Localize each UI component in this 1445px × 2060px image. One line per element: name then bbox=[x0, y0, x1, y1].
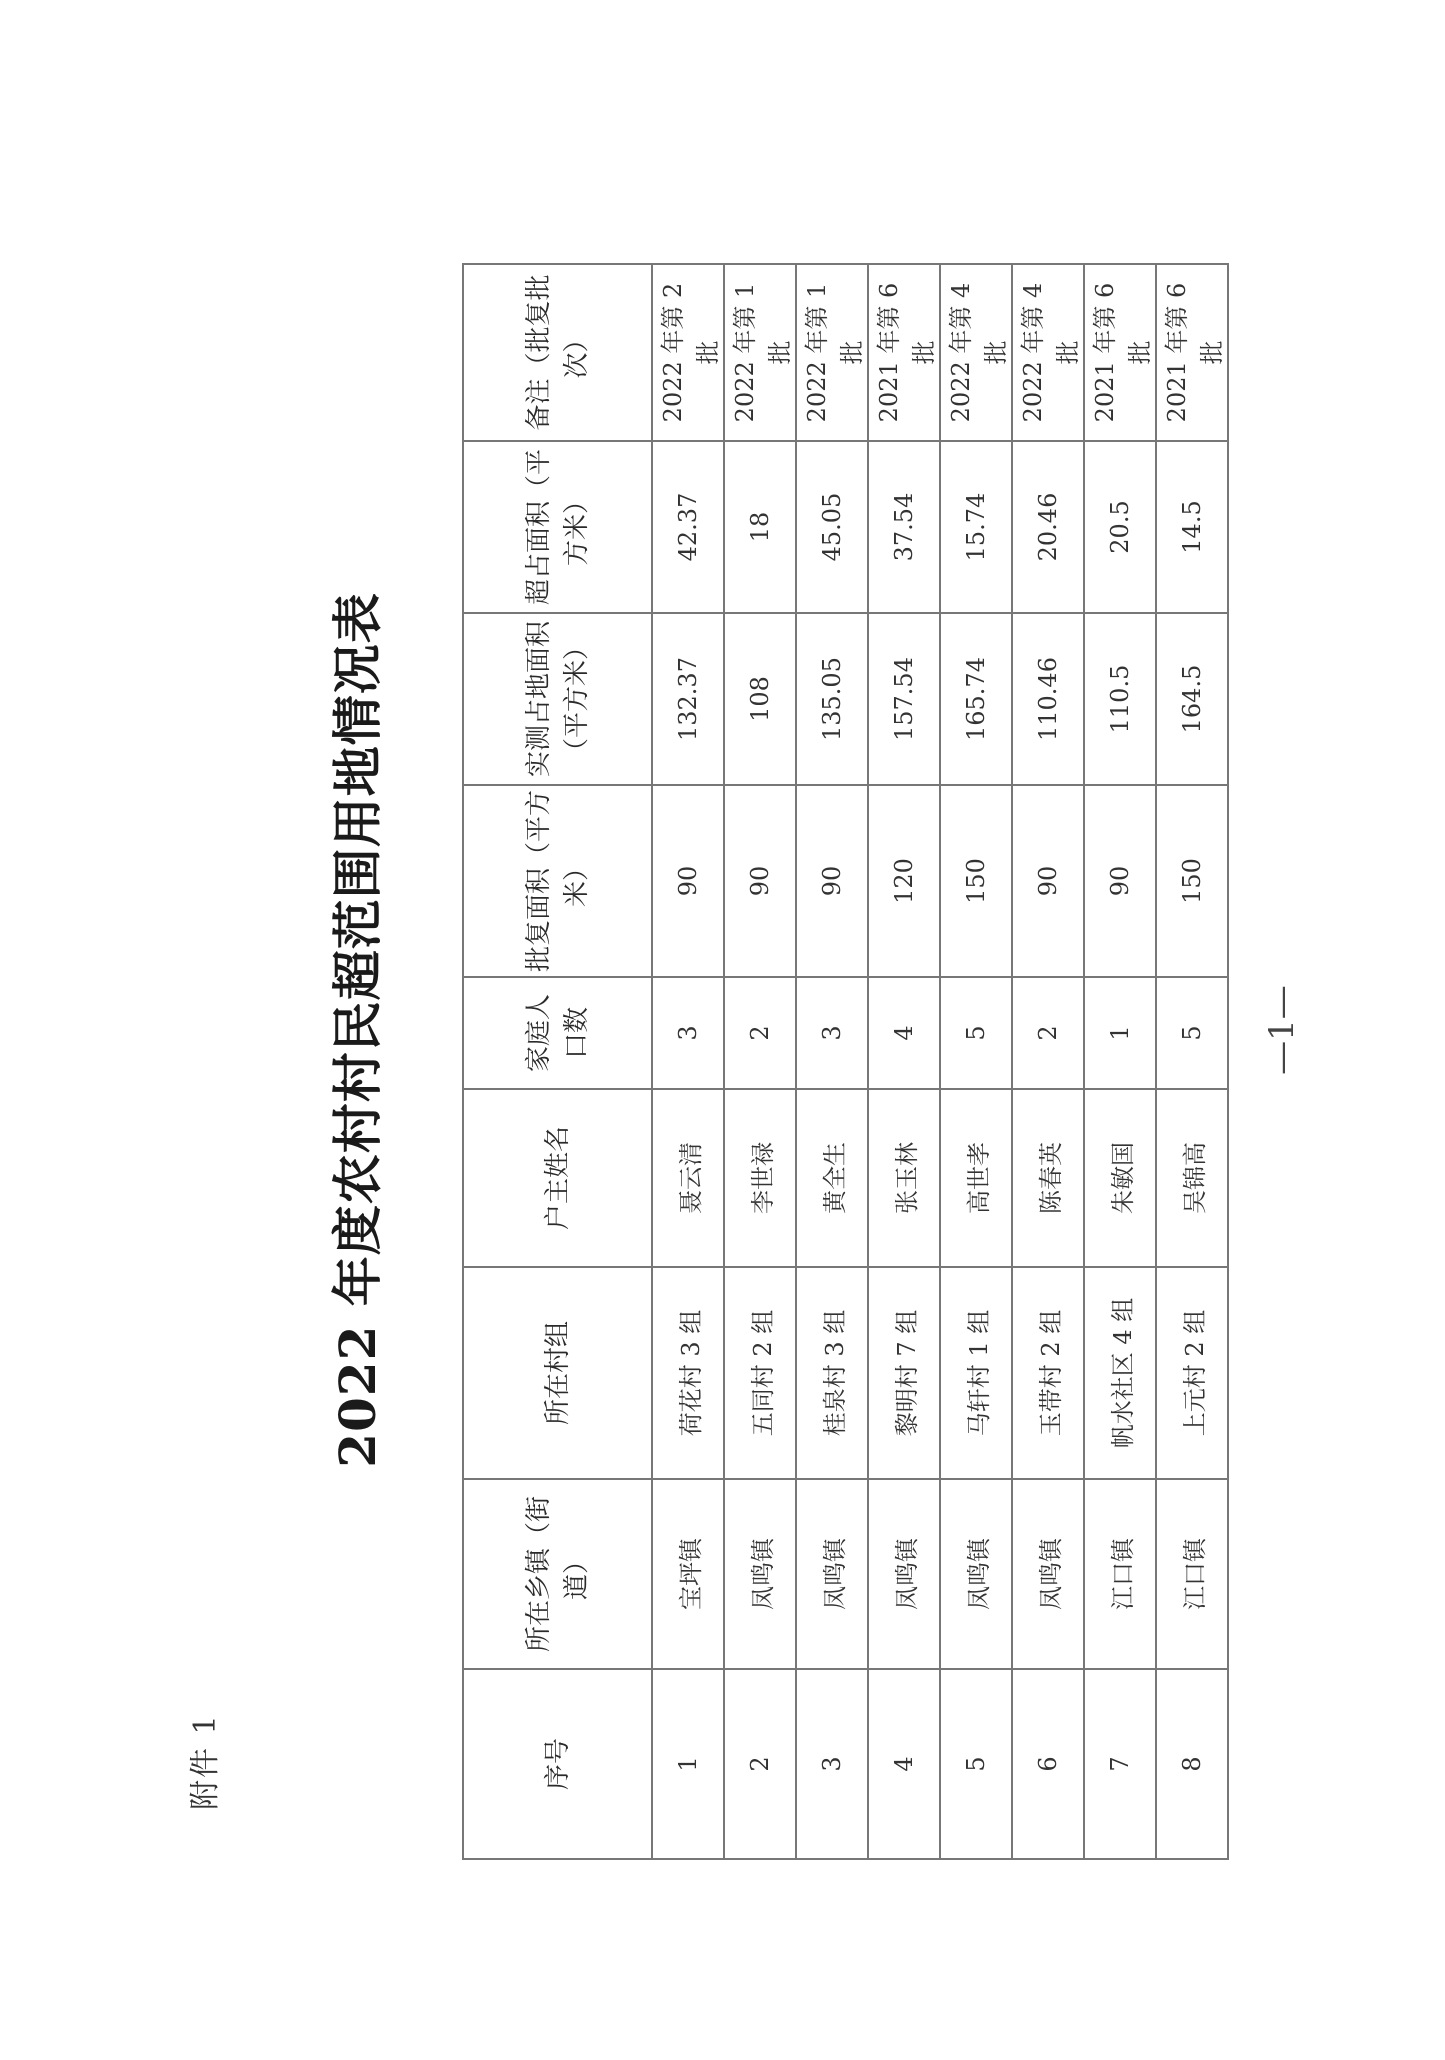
table-cell: 150 bbox=[1156, 785, 1228, 977]
table-row bbox=[940, 264, 1012, 1859]
table-cell: 陈春英 bbox=[1012, 1089, 1084, 1267]
table-cell: 桂泉村 3 组 bbox=[796, 1267, 868, 1479]
table-row bbox=[1012, 264, 1084, 1859]
table-cell: 2 bbox=[1012, 977, 1084, 1089]
table-cell: 5 bbox=[940, 1669, 1012, 1859]
table-cell: 宝坪镇 bbox=[652, 1479, 724, 1669]
land-use-table bbox=[462, 263, 1229, 1860]
table-row bbox=[724, 264, 796, 1859]
table-cell: 2 bbox=[724, 1669, 796, 1859]
header-cell: 家庭人口数 bbox=[463, 977, 652, 1089]
table-cell: 8 bbox=[1156, 1669, 1228, 1859]
table-row bbox=[796, 264, 868, 1859]
table-cell: 聂云清 bbox=[652, 1089, 724, 1267]
table-cell: 2022 年第 1 批 bbox=[796, 264, 868, 441]
header-cell: 批复面积（平方米） bbox=[463, 785, 652, 977]
header-cell: 实测占地面积（平方米） bbox=[463, 613, 652, 785]
table-cell: 90 bbox=[796, 785, 868, 977]
table-cell: 108 bbox=[724, 613, 796, 785]
table-row bbox=[1156, 264, 1228, 1859]
table-cell: 帆水社区 4 组 bbox=[1084, 1267, 1156, 1479]
header-cell: 备注（批复批次） bbox=[463, 264, 652, 441]
table-cell: 马轩村 1 组 bbox=[940, 1267, 1012, 1479]
table-cell: 7 bbox=[1084, 1669, 1156, 1859]
table-cell: 2021 年第 6 批 bbox=[868, 264, 940, 441]
table-cell: 2022 年第 1 批 bbox=[724, 264, 796, 441]
table-cell: 张玉林 bbox=[868, 1089, 940, 1267]
table-cell: 4 bbox=[868, 1669, 940, 1859]
table-cell: 2 bbox=[724, 977, 796, 1089]
table-cell: 2022 年第 4 批 bbox=[1012, 264, 1084, 441]
table-cell: 20.46 bbox=[1012, 441, 1084, 613]
table-cell: 4 bbox=[868, 977, 940, 1089]
table-cell: 135.05 bbox=[796, 613, 868, 785]
table-cell: 五同村 2 组 bbox=[724, 1267, 796, 1479]
table-cell: 3 bbox=[652, 977, 724, 1089]
table-cell: 1 bbox=[652, 1669, 724, 1859]
table-cell: 凤鸣镇 bbox=[868, 1479, 940, 1669]
table-cell: 110.5 bbox=[1084, 613, 1156, 785]
table-cell: 朱敏国 bbox=[1084, 1089, 1156, 1267]
table-cell: 凤鸣镇 bbox=[796, 1479, 868, 1669]
table-cell: 上元村 2 组 bbox=[1156, 1267, 1228, 1479]
table-cell: 90 bbox=[652, 785, 724, 977]
header-cell: 所在村组 bbox=[463, 1267, 652, 1479]
table-cell: 黄全生 bbox=[796, 1089, 868, 1267]
table-row bbox=[652, 264, 724, 1859]
table-cell: 120 bbox=[868, 785, 940, 977]
table-cell: 吴锦高 bbox=[1156, 1089, 1228, 1267]
table-cell: 2021 年第 6 批 bbox=[1084, 264, 1156, 441]
table-cell: 90 bbox=[1084, 785, 1156, 977]
table-cell: 37.54 bbox=[868, 441, 940, 613]
table-cell: 157.54 bbox=[868, 613, 940, 785]
table-cell: 90 bbox=[724, 785, 796, 977]
table-cell: 荷花村 3 组 bbox=[652, 1267, 724, 1479]
table-cell: 15.74 bbox=[940, 441, 1012, 613]
header-cell: 超占面积（平方米） bbox=[463, 441, 652, 613]
attachment-label: 附件 1 bbox=[188, 1713, 223, 1810]
table-cell: 1 bbox=[1084, 977, 1156, 1089]
table-cell: 2022 年第 4 批 bbox=[940, 264, 1012, 441]
header-cell: 所在乡镇（街道） bbox=[463, 1479, 652, 1669]
table-cell: 150 bbox=[940, 785, 1012, 977]
table-cell: 黎明村 7 组 bbox=[868, 1267, 940, 1479]
table-row bbox=[868, 264, 940, 1859]
table-body bbox=[652, 264, 1228, 1859]
table-cell: 凤鸣镇 bbox=[724, 1479, 796, 1669]
table-cell: 42.37 bbox=[652, 441, 724, 613]
table-cell: 5 bbox=[940, 977, 1012, 1089]
page-number: —1— bbox=[1262, 985, 1302, 1075]
header-cell: 序号 bbox=[463, 1669, 652, 1859]
table-cell: 5 bbox=[1156, 977, 1228, 1089]
table-cell: 164.5 bbox=[1156, 613, 1228, 785]
table-cell: 2021 年第 6 批 bbox=[1156, 264, 1228, 441]
table-cell: 2022 年第 2 批 bbox=[652, 264, 724, 441]
header-cell: 户主姓名 bbox=[463, 1089, 652, 1267]
table-cell: 45.05 bbox=[796, 441, 868, 613]
table-cell: 高世孝 bbox=[940, 1089, 1012, 1267]
table-header-row bbox=[463, 264, 652, 1859]
table-cell: 6 bbox=[1012, 1669, 1084, 1859]
table-cell: 3 bbox=[796, 1669, 868, 1859]
table-cell: 3 bbox=[796, 977, 868, 1089]
table-cell: 14.5 bbox=[1156, 441, 1228, 613]
table-cell: 凤鸣镇 bbox=[1012, 1479, 1084, 1669]
table-cell: 凤鸣镇 bbox=[940, 1479, 1012, 1669]
table-cell: 90 bbox=[1012, 785, 1084, 977]
table-cell: 江口镇 bbox=[1156, 1479, 1228, 1669]
table-cell: 165.74 bbox=[940, 613, 1012, 785]
table-cell: 18 bbox=[724, 441, 796, 613]
table-cell: 江口镇 bbox=[1084, 1479, 1156, 1669]
table-cell: 李世禄 bbox=[724, 1089, 796, 1267]
table-cell: 132.37 bbox=[652, 613, 724, 785]
table-cell: 玉带村 2 组 bbox=[1012, 1267, 1084, 1479]
table-cell: 110.46 bbox=[1012, 613, 1084, 785]
page-title: 2022 年度农村村民超范围用地情况表 bbox=[328, 592, 387, 1468]
table-cell: 20.5 bbox=[1084, 441, 1156, 613]
table-row bbox=[1084, 264, 1156, 1859]
